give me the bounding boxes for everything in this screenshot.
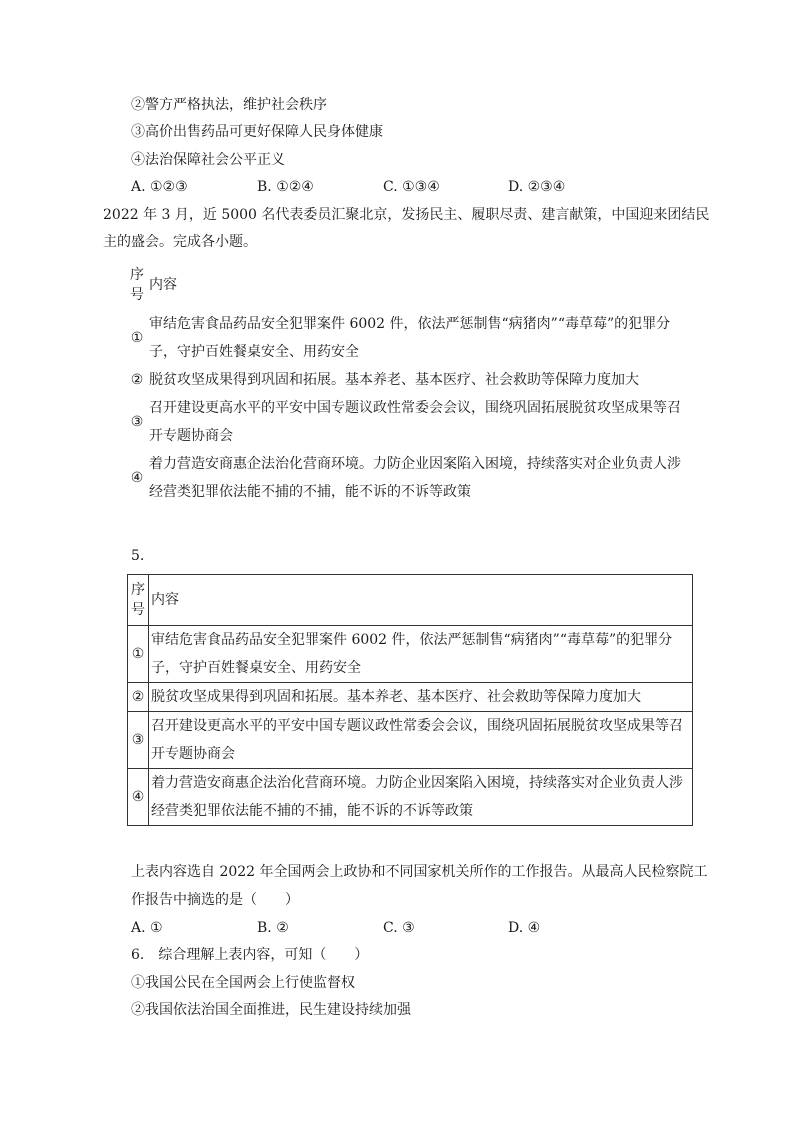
row-content: 审结危害食品药品安全犯罪案件 6002 件，依法严惩制售“病猪肉”“毒草莓”的犯罪分子，守护百姓餐桌安全、用药安全 — [149, 316, 671, 360]
table-row — [127, 394, 693, 450]
row-content: 召开建设更高水平的平安中国专题议政性常委会会议，围绕巩固拓展脱贫攻坚成果等召开专题协商会 — [149, 400, 681, 444]
q5-option-b[interactable]: B. ② — [257, 920, 289, 936]
table-header-row — [127, 260, 693, 310]
row-num: ① — [128, 626, 149, 683]
statement-4: ④法治保障社会公平正义 — [131, 152, 285, 168]
table-row — [128, 769, 693, 826]
row-content: 脱贫攻坚成果得到巩固和拓展。基本养老、基本医疗、社会救助等保障力度加大 — [149, 372, 639, 388]
row-num: ① — [130, 330, 144, 346]
q5-number: 5. — [131, 548, 145, 564]
q5-option-c[interactable]: C. ③ — [383, 920, 415, 936]
statement-2: ②警方严格执法，维护社会秩序 — [131, 97, 327, 113]
reports-table-borderless — [127, 260, 693, 506]
row-content: 脱贫攻坚成果得到巩固和拓展。基本养老、基本医疗、社会救助等保障力度加大 — [149, 683, 693, 712]
header-num-2: 号 — [131, 602, 145, 618]
table-row — [128, 683, 693, 712]
row-content: 召开建设更高水平的平安中国专题议政性常委会会议，围绕巩固拓展脱贫攻坚成果等召开专题协商会 — [149, 712, 693, 769]
row-content: 审结危害食品药品安全犯罪案件 6002 件，依法严惩制售“病猪肉”“毒草莓”的犯罪分子，守护百姓餐桌安全、用药安全 — [149, 626, 693, 683]
statement-3: ③高价出售药品可更好保障人民身体健康 — [131, 124, 383, 140]
q6-statement-2: ②我国依法治国全面推进，民生建设持续加强 — [131, 1002, 411, 1018]
q5-option-d[interactable]: D. ④ — [508, 920, 541, 936]
row-content: 着力营造安商惠企法治化营商环境。力防企业因案陷入困境，持续落实对企业负责人涉经营类犯罪依法能不捕的不捕，能不诉的不诉等政策 — [149, 769, 693, 826]
q6-statement-1: ①我国公民在全国两会上行使监督权 — [131, 975, 355, 991]
q4-option-b[interactable]: B. ①②④ — [257, 179, 314, 195]
row-content: 着力营造安商惠企法治化营商环境。力防企业因案陷入困境，持续落实对企业负责人涉经营类犯罪依法能不捕的不捕，能不诉的不诉等政策 — [149, 456, 681, 500]
reports-table-bordered — [127, 574, 693, 826]
table-header-row — [128, 575, 693, 626]
row-num: ③ — [128, 712, 149, 769]
table-row — [127, 450, 693, 506]
row-num: ④ — [128, 769, 149, 826]
table-row — [128, 712, 693, 769]
q5-stem-line-2: 作报告中摘选的是（ ） — [131, 892, 299, 908]
q4-option-a[interactable]: A. ①②③ — [131, 179, 188, 195]
intro-line-1: 2022 年 3 月，近 5000 名代表委员汇聚北京，发扬民主、履职尽责、建言献策，中国迎来团结民 — [103, 207, 710, 223]
row-num: ② — [128, 683, 149, 712]
header-content: 内容 — [149, 575, 693, 626]
header-content: 内容 — [149, 277, 177, 293]
row-num: ③ — [130, 414, 144, 430]
q5-option-a[interactable]: A. ① — [131, 920, 163, 936]
header-num-2: 号 — [130, 287, 144, 303]
q5-stem-line-1: 上表内容选自 2022 年全国两会上政协和不同国家机关所作的工作报告。从最高人民检察院工 — [131, 864, 708, 880]
q6-stem: 6. 综合理解上表内容，可知（ ） — [131, 947, 369, 963]
header-num-1: 序 — [130, 267, 144, 283]
table-row — [127, 310, 693, 366]
row-num: ② — [130, 372, 144, 388]
q4-option-d[interactable]: D. ②③④ — [508, 179, 566, 195]
header-num-1: 序 — [131, 582, 145, 598]
row-num: ④ — [130, 470, 144, 486]
intro-line-2: 主的盛会。完成各小题。 — [103, 234, 257, 250]
table-row — [127, 366, 693, 394]
q4-option-c[interactable]: C. ①③④ — [383, 179, 440, 195]
table-row — [128, 626, 693, 683]
